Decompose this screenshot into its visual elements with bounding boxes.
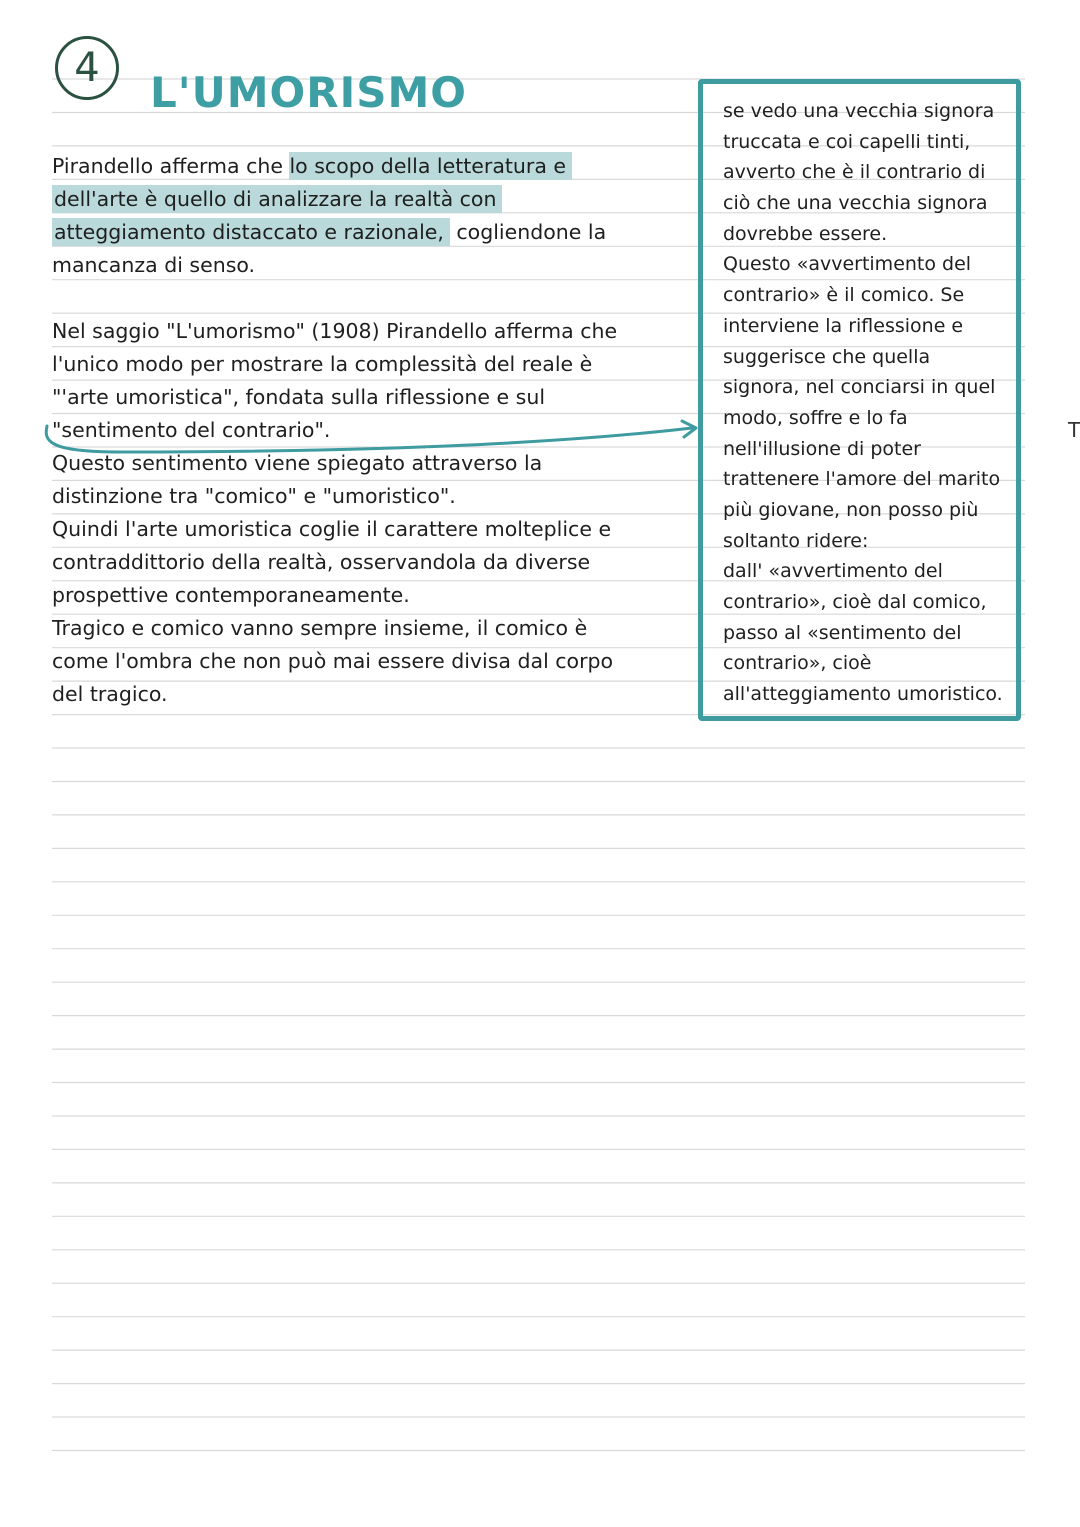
text-segment: come l'ombra che non può mai essere divisa dal corpo [52, 649, 614, 673]
text-line [52, 282, 672, 315]
text-line [52, 315, 672, 348]
text-segment: Tragico e comico vanno sempre insieme, il comico è [52, 616, 588, 640]
text-line [52, 381, 672, 414]
text-line [52, 579, 672, 612]
highlighted-text: lo scopo della letteratura e [289, 152, 572, 180]
text-segment: Pirandello afferma che [52, 154, 290, 178]
text-segment: mancanza di senso. [52, 253, 256, 277]
page-title: L'UMORISMO [150, 68, 467, 117]
text-segment: contraddittorio della realtà, osservandola da diverse [52, 550, 591, 574]
example-line: suggerisce che quella [723, 345, 931, 368]
edge-letter: T [1068, 418, 1080, 442]
text-line [52, 348, 672, 381]
example-box [698, 79, 1021, 721]
main-notes [52, 150, 672, 711]
text-line [52, 414, 672, 447]
section-number: 4 [74, 45, 100, 91]
example-line: soltanto ridere: [723, 529, 869, 552]
example-line: signora, nel conciarsi in quel [723, 376, 996, 399]
text-segment: l'unico modo per mostrare la complessità del reale è [52, 352, 593, 376]
example-line: passo al «sentimento del [723, 621, 962, 644]
text-line [52, 480, 672, 513]
text-line [52, 546, 672, 579]
example-line: trattenere l'amore del marito [723, 468, 1001, 491]
example-line: Questo «avvertimento del [723, 253, 972, 276]
example-line: avverto che è il contrario di [723, 161, 986, 184]
example-line: ciò che una vecchia signora [723, 192, 988, 215]
text-segment: Quindi l'arte umoristica coglie il carattere molteplice e [52, 517, 612, 541]
text-segment: "'arte umoristica", fondata sulla riflessione e sul [52, 385, 546, 409]
text-segment: prospettive contemporaneamente. [52, 583, 410, 607]
text-segment: "sentimento del contrario". [52, 418, 331, 442]
example-line: modo, soffre e lo fa [723, 406, 908, 429]
text-segment: del tragico. [52, 682, 168, 706]
example-line: interviene la riflessione e [723, 314, 964, 337]
text-segment: cogliendone la [449, 220, 607, 244]
text-line [52, 678, 672, 711]
example-line: all'atteggiamento umoristico. [723, 683, 1003, 706]
text-line [52, 513, 672, 546]
text-line [52, 150, 672, 183]
example-line: contrario», cioè [723, 652, 872, 675]
section-number-badge [55, 36, 119, 100]
text-segment: Nel saggio "L'umorismo" (1908) Pirandello afferma che [52, 319, 618, 343]
example-line: se vedo una vecchia signora [723, 100, 995, 122]
text-segment: distinzione tra "comico" e "umoristico". [52, 484, 456, 508]
text-line [52, 183, 672, 216]
example-line: più giovane, non posso più [723, 498, 979, 521]
text-line [52, 645, 672, 678]
example-text [723, 96, 1003, 710]
example-line: dall' «avvertimento del [723, 560, 943, 583]
text-line [52, 447, 672, 480]
text-line [52, 612, 672, 645]
highlighted-text: atteggiamento distaccato e razionale, [52, 218, 450, 246]
example-line: dovrebbe essere. [723, 222, 888, 245]
example-line: nell'illusione di poter [723, 437, 921, 460]
text-segment: Questo sentimento viene spiegato attraverso la [52, 451, 543, 475]
text-line [52, 249, 672, 282]
example-line: contrario» è il comico. Se [723, 284, 965, 307]
text-line [52, 216, 672, 249]
highlighted-text: dell'arte è quello di analizzare la realtà con [52, 185, 502, 213]
example-line: contrario», cioè dal comico, [723, 591, 987, 613]
example-line: truccata e coi capelli tinti, [723, 130, 971, 153]
